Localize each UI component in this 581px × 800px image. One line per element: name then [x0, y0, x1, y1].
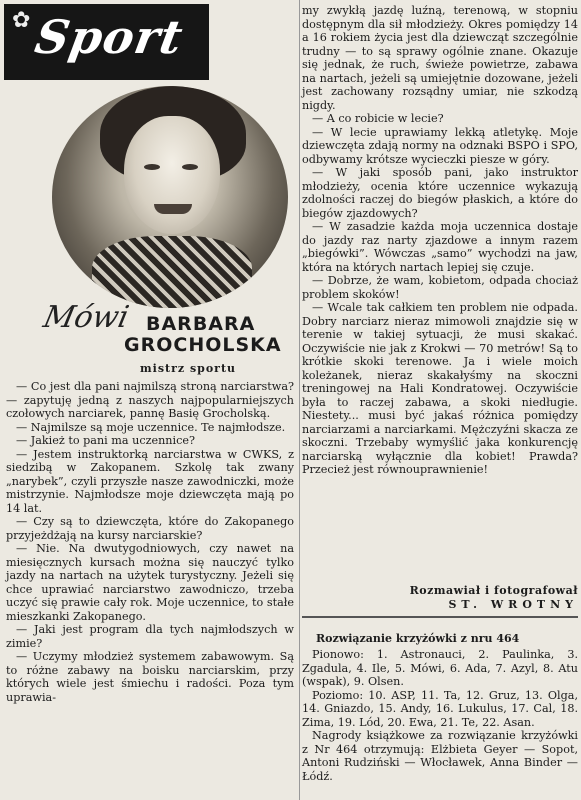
paragraph: — Jaki jest program dla tych najmłodszych w zimie?	[6, 623, 294, 650]
interview-left	[6, 380, 294, 704]
signature-author: ST. WROTNY	[448, 598, 578, 611]
crossword-solution	[302, 648, 578, 783]
paragraph: — Uczymy młodzież systemem zabawowym. Są to różne zabawy na boisku narciarskim, przy których wiele jest śmiechu i radości. Poza tym uprawia-	[6, 650, 294, 704]
paragraph: — W lecie uprawiamy lekką atletykę. Moje dziewczęta zdają normy na odznaki BSPO i SPO, odbywamy krótsze wycieczki piesze w góry.	[302, 125, 578, 166]
crossword-across: Poziomo: 10. ASP, 11. Ta, 12. Gruz, 13. Olga, 14. Gniazdo, 15. Andy, 16. Lukulus, 17. Cal, 18. Zima, 19. Lód, 20. Ewa, 21. Te, 22. Asan.	[302, 688, 578, 729]
signature-interviewer: Rozmawiał i fotografował	[409, 584, 578, 597]
paragraph: — W zasadzie każda moja uczennica dostaje do jazdy raz narty zjazdowe a innym razem „biegówki”. Wówczas „samo” wychodzi na jaw, która na których nartach lepiej się czuje.	[302, 220, 578, 274]
sport-banner	[4, 4, 209, 80]
paragraph: — Czy są to dziewczęta, które do Zakopanego przyjeżdżają na kursy narciarskie?	[6, 515, 294, 542]
column-divider	[299, 0, 300, 800]
crossword-prizes: Nagrody książkowe za rozwiązanie krzyżówki z Nr 464 otrzymują: Elżbieta Geyer — Sopot, Antoni Rudziński — Włocławek, Anna Binder — Łódź.	[302, 729, 578, 783]
paragraph: — W jaki sposób pani, jako instruktor młodzieży, ocenia które uczennice wykazują zdolności raczej do biegów płaskich, a które do biegów zjazdowych?	[302, 166, 578, 220]
portrait-mouth	[154, 204, 192, 214]
crossword-down: Pionowo: 1. Astronauci, 2. Paulinka, 3. Zgadula, 4. Ile, 5. Mówi, 6. Ada, 7. Azyl, 8. Atu (wspak), 9. Olsen.	[302, 648, 578, 688]
right-column	[302, 0, 578, 800]
paragraph: — Najmilsze są moje uczennice. Te najmłodsze.	[16, 420, 286, 434]
portrait-collar	[92, 236, 252, 308]
subtitle: mistrz sportu	[140, 362, 237, 375]
paragraph: my zwykłą jazdę luźną, terenową, w stopniu dostępnym dla sił młodzieży. Okres pomiędzy 14 a 16 rokiem życia jest dla dziewcząt szczególnie trudny — to są sprawy ogólnie znane. Okazuje się jednak, że ruch, świeże powietrze, zabawa na nartach, jeżeli są umiejętnie dozowane, jeżeli jest zachowany rozsądny umiar, nie szkodzą nigdy.	[302, 4, 578, 112]
crossword-title: Rozwiązanie krzyżówki z nru 464	[316, 632, 520, 645]
name-last: GROCHOLSKA	[124, 334, 282, 356]
section-divider	[302, 616, 578, 618]
star-sprig-icon: ✿	[12, 8, 31, 33]
portrait-face	[124, 116, 220, 234]
paragraph: — Nie. Na dwutygodniowych, czy nawet na miesięcznych kursach można się nauczyć tylko jazdy na nartach na użytek turystyczny. Jeżeli się chce uprawiać narciarstwo zawodniczo, trzeba uczyć się prawie cały rok. Moje uczennice, to stałe mieszkanki Zakopanego.	[6, 542, 294, 623]
portrait-photo	[52, 86, 288, 308]
paragraph: — Co jest dla pani najmilszą stroną narciarstwa? — zapytuję jedną z naszych najpopularniejszych czołowych narciarek, pannę Basię Grocholską.	[6, 380, 294, 420]
name-first: BARBARA	[146, 313, 256, 335]
portrait-eye-left	[144, 164, 160, 170]
paragraph: — Jakież to pani ma uczennice?	[16, 434, 195, 447]
paragraph: — Jestem instruktorką narciarstwa w CWKS, z siedzibą w Zakopanem. Szkolę tak zwany „narybek”, czyli przyszłe nasze zawodniczki, może mistrzynie. Najmłodsze moje dziewczęta mają po 14 lat.	[6, 447, 294, 515]
interview-right	[302, 4, 578, 477]
paragraph: — A co robicie w lecie?	[312, 112, 444, 125]
banner-title: Sport	[31, 10, 188, 64]
mowi-script: Mówi	[40, 300, 132, 335]
paragraph: — Dobrze, że wam, kobietom, odpada chociaż problem skoków!	[302, 274, 578, 301]
portrait-eye-right	[182, 164, 198, 170]
paragraph: — Wcale tak całkiem ten problem nie odpada. Dobry narciarz nieraz mimowoli znajdzie się w terenie w takiej sytuacji, że musi skakać. Oczywiście nie jak z Krokwi — 70 metrów! Są to krótkie skoki terenowe. Ja i wiele moich koleżanek, nieraz skakałyśmy na skoczni treningowej na Hali Kondratowej. Oczywiście była to raczej zabawa, a skoki niedługie. Niestety... musi być jakaś różnica pomiędzy narciarzami a narciarkami. Mężczyźni skacza ze skoczni. Trzebaby wymyślić jaka konkurencję narciarską wyłącznie dla kobiet! Prawda? Przecież jest równouprawnienie!	[302, 301, 578, 476]
